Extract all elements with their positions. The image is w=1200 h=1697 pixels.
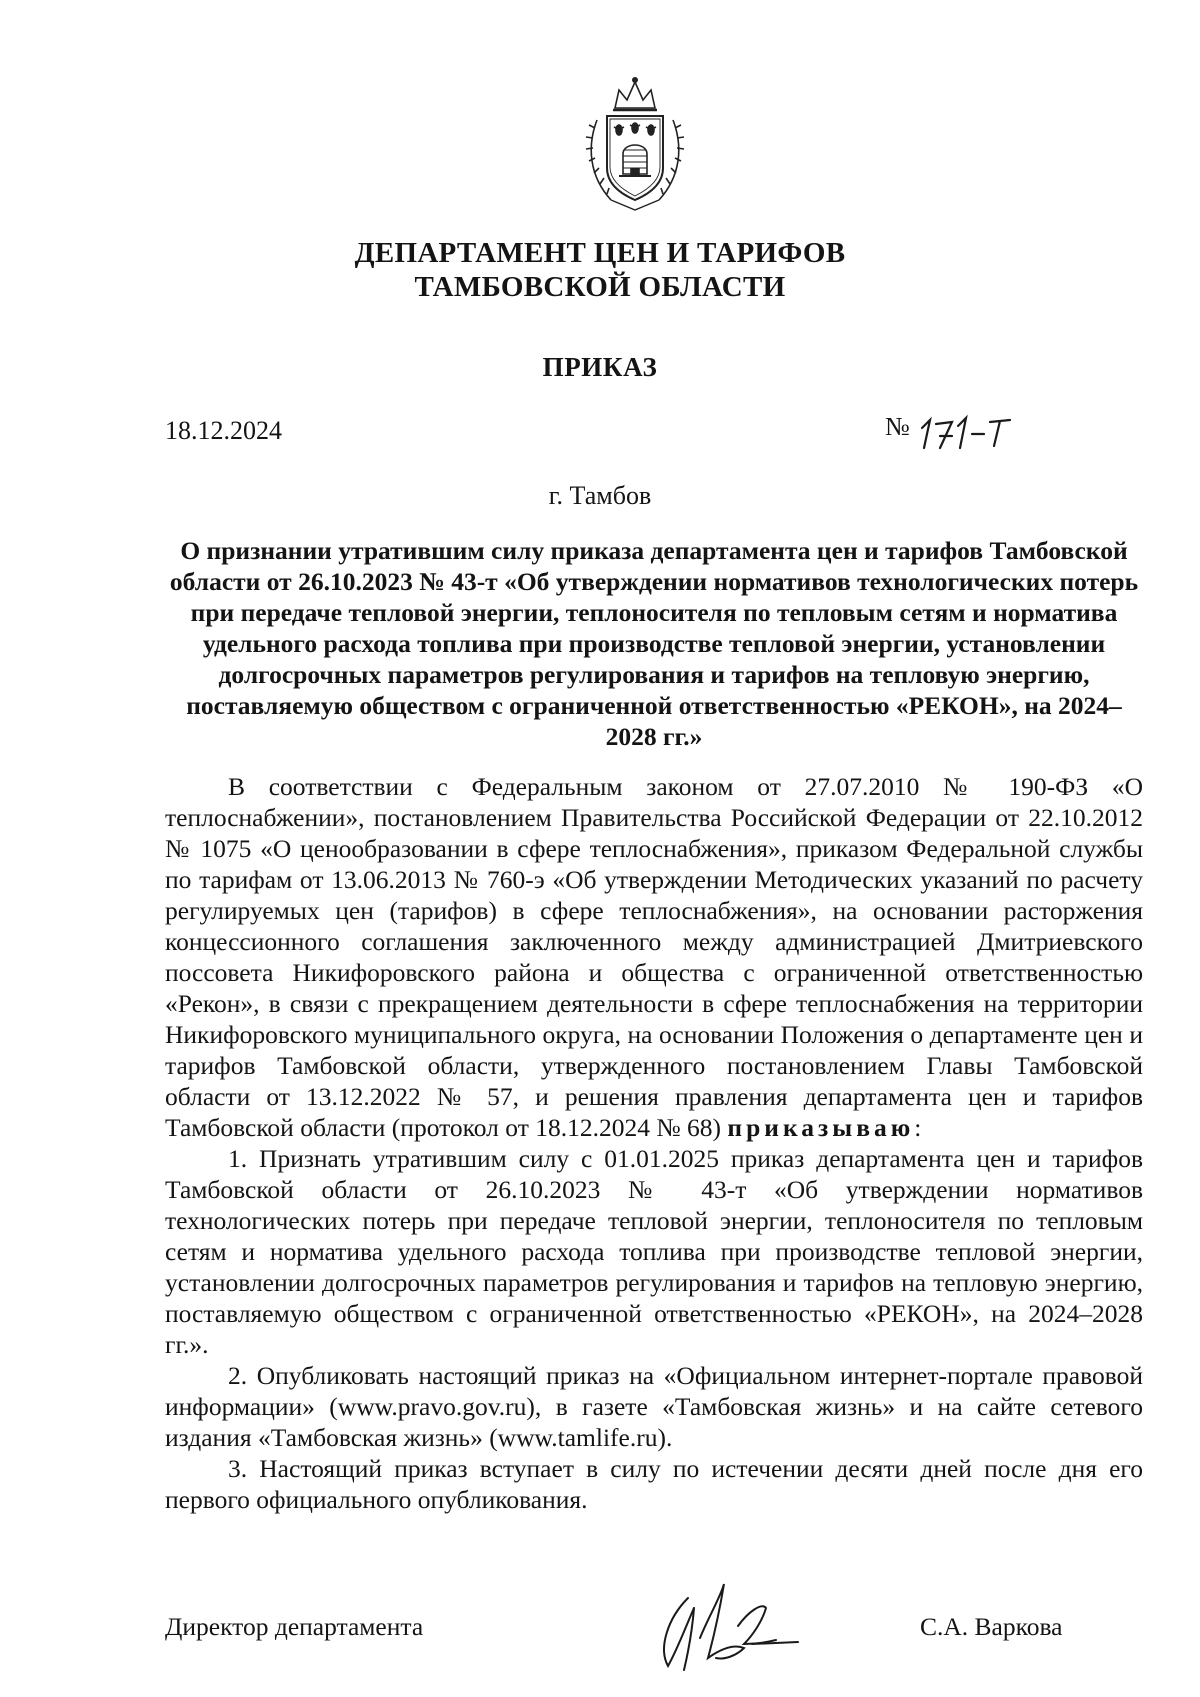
handwritten-signature-icon: [648, 1578, 808, 1673]
order-item-3: 3. Настоящий приказ вступает в силу по истечении десяти дней после дня его первого официального опубликования.: [165, 1454, 1143, 1514]
signatory-name: С.А. Варкова: [920, 1612, 1063, 1641]
number-sign: №: [885, 412, 910, 441]
preamble-paragraph: [165, 771, 1143, 1143]
tambov-coat-of-arms-icon: [585, 76, 685, 214]
preamble-text: В соответствии с Федеральным законом от 27.07.2010 № 190-ФЗ «О теплоснабжении», постановлением Правительства Российской Федерации от 22.10.2012 № 1075 «О ценообразовании в сфере теплоснабжения», приказом Федеральной службы по тарифам от 13.06.2013 № 760-э «Об утверждении Методических указаний по расчету регулируемых цен (тарифов) в сфере теплоснабжения», на основании расторжения концессионного соглашения заключенного между администрацией Дмитриевского поссовета Никифоровского района и общества с ограниченной ответственностью «Рекон», в связи с прекращением деятельности в сфере теплоснабжения на территории Никифоровского муниципального округа, на основании Положения о департаменте цен и тарифов Тамбовской области, утвержденного постановлением Главы Тамбовской области от 13.12.2022 № 57, и решения правления департамента цен и тарифов Тамбовской области (протокол от 18.12.2024 № 68): [165, 772, 1143, 1142]
order-word: приказываю: [727, 1113, 915, 1142]
order-item-1: 1. Признать утратившим силу с 01.01.2025 приказ департамента цен и тарифов Тамбовской области от 26.10.2023 № 43-т «Об утверждении нормативов технологических потерь при передаче тепловой энергии, теплоносителя по тепловым сетям и норматива удельного расхода топлива при производстве тепловой энергии, установлении долгосрочных параметров регулирования и тарифов на тепловую энергию, поставляемую обществом с ограниченной ответственностью «РЕКОН», на 2024–2028 гг.».: [165, 1144, 1143, 1359]
order-date: 18.12.2024: [165, 416, 282, 445]
signatory-position: Директор департамента: [165, 1612, 424, 1641]
order-body: [165, 771, 1143, 1515]
city-name: г. Тамбов: [548, 481, 652, 510]
order-subject: О признании утратившим силу приказа департамента цен и тарифов Тамбовской области от 26.10.2023 № 43-т «Об утверждении нормативов технологических потерь при передаче тепловой энергии, теплоносителя по тепловым сетям и норматива удельного расхода топлива при производстве тепловой энергии, установлении долгосрочных параметров регулирования и тарифов на тепловую энергию, поставляемую обществом с ограниченной ответственностью «РЕКОН», на 2024–2028 гг.»: [169, 536, 1139, 751]
order-item-2: 2. Опубликовать настоящий приказ на «Официальном интернет-портале правовой информации» (www.pravo.gov.ru), в газете «Тамбовская жизнь» и на сайте сетевого издания «Тамбовская жизнь» (www.tamlife.ru).: [165, 1361, 1143, 1452]
order-colon: :: [914, 1113, 922, 1142]
department-name-line1: ДЕПАРТАМЕНТ ЦЕН И ТАРИФОВ: [354, 237, 846, 269]
handwritten-order-number: [918, 412, 1028, 452]
document-type-title: ПРИКАЗ: [542, 352, 658, 382]
department-name-line2: ТАМБОВСКОЙ ОБЛАСТИ: [414, 271, 786, 303]
order-number-label: [885, 412, 910, 442]
